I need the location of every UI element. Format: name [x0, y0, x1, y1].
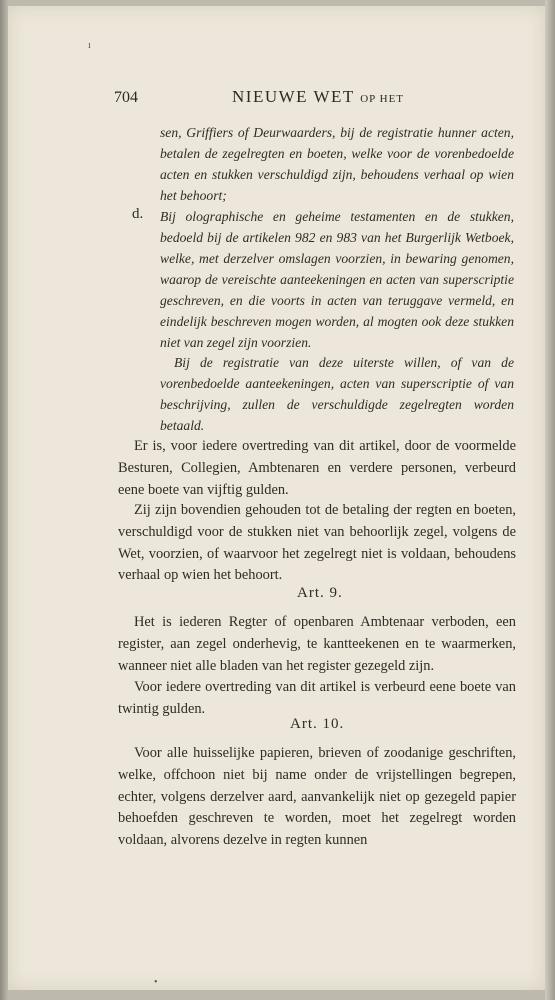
bottom-specks: • — [154, 977, 158, 988]
article-10-heading: Art. 10. — [290, 716, 345, 732]
running-title-small: OP HET — [360, 93, 405, 105]
running-header — [114, 86, 524, 110]
running-title — [232, 87, 404, 107]
page-left-shadow — [0, 0, 8, 1000]
paragraph-zij-zijn: Zij zijn bovendien gehouden tot de betaling der regten en boeten, verschuldigd voor de stukken niet van behoorlijk zegel, volgens de Wet, voorzien, of waarvoor het zegelregt niet is voldaan, behoudens verhaal op wien het behoort. — [118, 502, 516, 584]
margin-tick-mark: ı — [88, 40, 91, 51]
paragraph-continuation: sen, Griffiers of Deurwaarders, bij de registratie hunner acten, betalen de zegelregten en boeten, welke voor de vorenbedoelde acten en stukken verschuldigd zijn, behoudens verhaal op wien het behoort; — [160, 125, 514, 203]
item-d-text: Bij olographische en geheime testamenten en de stukken, bedoeld bij de artikelen 982 en 983 van het Burgerlijk Wetboek, welke, met derzelver omslagen voorzien, in bewaring genomen, waarop de vereischte aanteekeningen en acten van superscriptie geschreven, en die voorts in acten van teruggave vermeld, en eindelijk beschreven mogen worden, al mogten ook deze stukken niet van zegel zijn voorzien. — [160, 209, 514, 350]
paragraph-registratie: Bij de registratie van deze uiterste willen, of van de vorenbedoelde aanteekeningen, acten van superscriptie of van beschrijving, zullen de verschuldigde zegelregten worden betaald. — [160, 355, 514, 433]
article-9-paragraph-2: Voor iedere overtreding van dit artikel is verbeurd eene boete van twintig gulden. — [118, 679, 516, 717]
page-right-edge — [545, 0, 555, 1000]
article-10-paragraph-1: Voor alle huisselijke papieren, brieven of zoodanige geschriften, welke, offchoon niet bij name onder de vrijstellingen begrepen, echter, volgens derzelver aard, aanvankelijk niet op gezegeld papier behoefden geschreven te worden, moet het zegelregt worden voldaan, alvorens dezelve in regten kunnen — [118, 745, 516, 849]
article-9-paragraph-1: Het is iederen Regter of openbaren Ambtenaar verboden, een register, aan zegel onderhevig, te kantteekenen en te waarmerken, wanneer niet alle bladen van het register gezegeld zijn. — [118, 614, 516, 674]
paragraph-er-is — [118, 436, 516, 501]
article-9-heading: Art. 9. — [297, 585, 343, 601]
item-d-label: d. — [132, 206, 144, 222]
paragraph-er-is-text: Er is, voor iedere overtreding van dit artikel, door de voormelde Besturen, Collegien, Ambtenaren en verdere personen, verbeurd eene boete van vijftig gulden. — [118, 438, 516, 498]
running-title-main: NIEUWE WET — [232, 87, 355, 106]
page-number: 704 — [114, 89, 138, 106]
